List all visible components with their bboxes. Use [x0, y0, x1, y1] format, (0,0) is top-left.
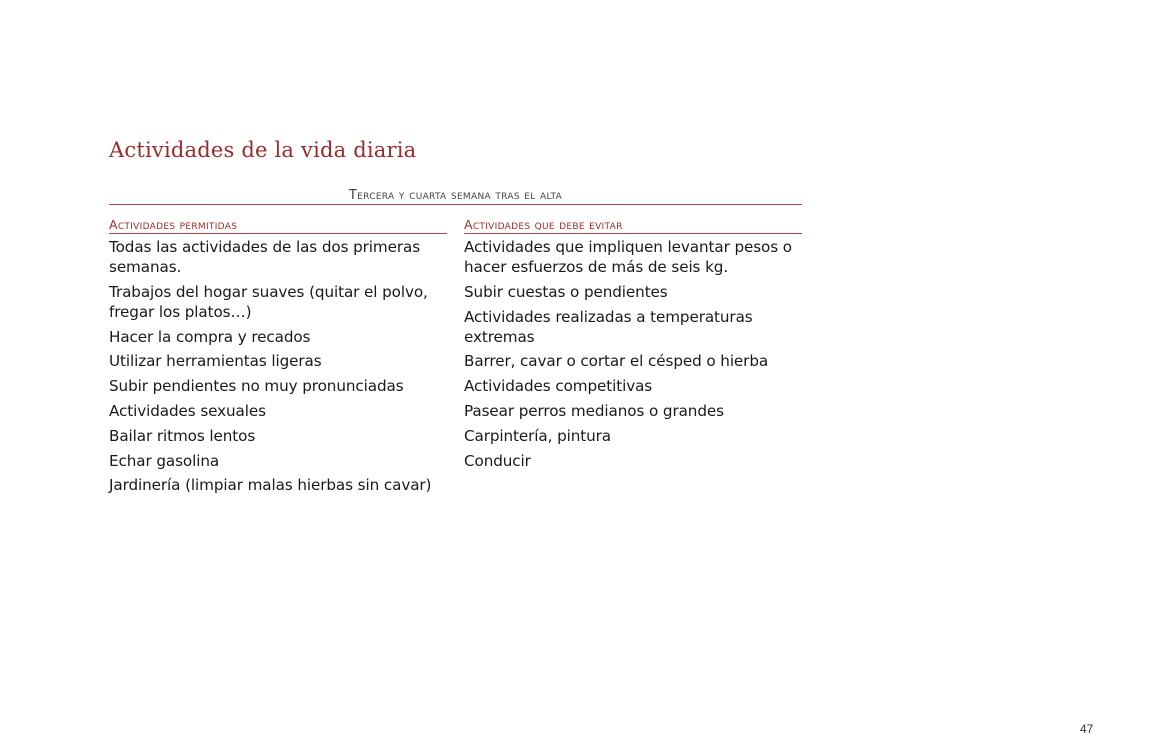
list-item: Carpintería, pintura [464, 426, 611, 445]
list-item: Jardinería (limpiar malas hierbas sin cavar) [109, 476, 432, 495]
list-item: Utilizar herramientas ligeras [109, 352, 322, 371]
avoid-activities-header: Actividades que debe evitar [464, 217, 802, 234]
avoid-activities-list [464, 237, 802, 471]
list-item: Actividades realizadas a temperaturas extremas [464, 307, 753, 346]
page-title: Actividades de la vida diaria [109, 138, 417, 162]
list-item: Barrer, cavar o cortar el césped o hierba [464, 352, 769, 371]
list-item: Conducir [464, 451, 531, 470]
list-item: Actividades sexuales [109, 401, 266, 420]
list-item: Echar gasolina [109, 451, 220, 470]
list-item: Bailar ritmos lentos [109, 426, 256, 445]
permitted-activities-list [109, 237, 447, 495]
list-item: Actividades que impliquen levantar pesos o hacer esfuerzos de más de seis kg. [464, 238, 792, 276]
list-item: Hacer la compra y recados [109, 327, 311, 346]
list-item: Subir pendientes no muy pronunciadas [109, 377, 404, 396]
section-subtitle: Tercera y cuarta semana tras el alta [348, 188, 563, 203]
list-item: Pasear perros medianos o grandes [464, 401, 724, 420]
permitted-activities-header: Actividades permitidas [109, 217, 447, 234]
section-subtitle-bar [109, 184, 802, 205]
list-item: Trabajos del hogar suaves (quitar el polvo, fregar los platos…) [109, 282, 428, 321]
permitted-activities-column [109, 217, 447, 500]
list-item: Todas las actividades de las dos primeras semanas. [109, 238, 421, 276]
avoid-activities-column [464, 217, 802, 475]
list-item: Subir cuestas o pendientes [464, 282, 668, 301]
page-number: 47 [1080, 722, 1094, 736]
list-item: Actividades competitivas [464, 377, 653, 396]
